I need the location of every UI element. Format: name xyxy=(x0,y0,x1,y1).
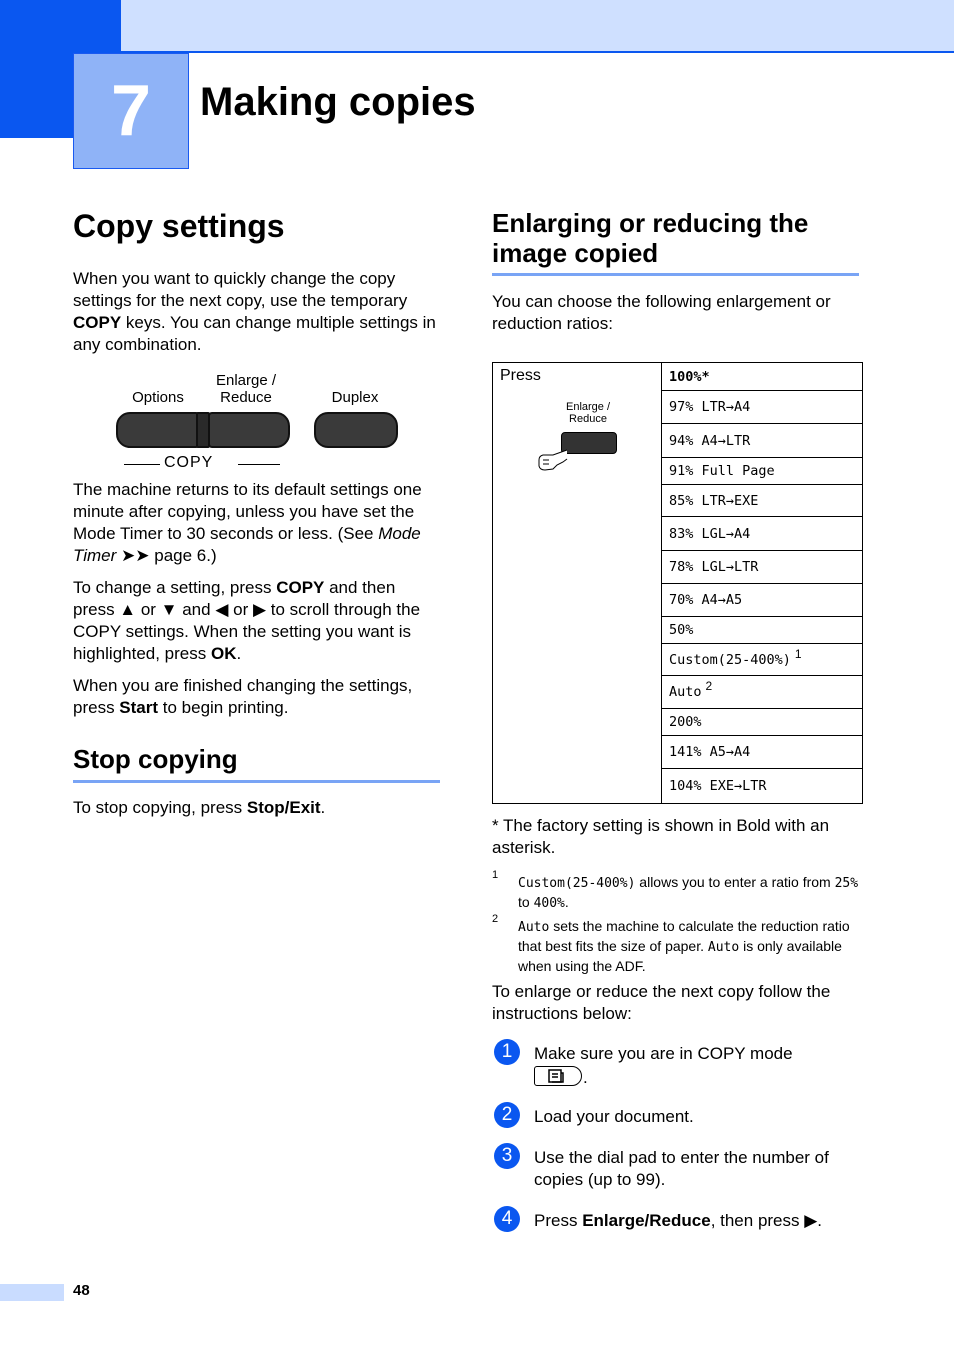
chapter-title: Making copies xyxy=(200,80,476,124)
ratio-row xyxy=(662,676,862,709)
ratio-label: 91% Full Page xyxy=(669,463,775,479)
step-2-number: 2 xyxy=(494,1102,520,1128)
footnote-ref: 2 xyxy=(705,679,713,693)
ratio-label: 70% A4→A5 xyxy=(669,592,743,608)
options-key xyxy=(116,412,200,448)
instructions-intro: To enlarge or reduce the next copy follow the instructions below: xyxy=(492,982,831,1023)
options-label: Options xyxy=(132,389,184,406)
default-settings-paragraph: The machine returns to its default settings one minute after copying, unless you have set the Mode Timer to 30 seconds or less. (See Mode Timer ➤➤ page 6.) xyxy=(73,480,422,565)
step-4-number: 4 xyxy=(494,1206,520,1232)
ratio-label: 100%* xyxy=(669,368,710,385)
copy-icon xyxy=(548,1069,564,1083)
table-press-cell xyxy=(493,363,662,803)
step-3-number: 3 xyxy=(494,1143,520,1169)
ratio-row xyxy=(662,769,862,802)
ratio-label: Custom(25-400%) xyxy=(669,651,791,668)
pointing-hand-icon xyxy=(537,447,571,473)
copy-mode-key-icon xyxy=(534,1066,582,1086)
step-3-text: Use the dial pad to enter the number of copies (up to 99). xyxy=(534,1148,829,1189)
copy-settings-intro: When you want to quickly change the copy settings for the next copy, use the temporary COPY keys. You can change multiple settings in any combination. xyxy=(73,269,436,354)
page-number-bar xyxy=(0,1284,64,1301)
enlarge-reduce-key xyxy=(208,412,290,448)
footnote-ref: 1 xyxy=(794,646,802,661)
page-number: 48 xyxy=(73,1282,90,1299)
enlarge-reduce-button-label: Enlarge / Reduce xyxy=(565,401,611,425)
ratio-row xyxy=(662,709,862,736)
footnote-2: Auto sets the machine to calculate the reduction ratio that best fits the size of paper. Auto is only available when using the ADF. xyxy=(518,918,850,974)
change-setting-paragraph: To change a setting, press COPY and then press ▲ or ▼ and ◀ or ▶ to scroll through the COPY settings. When the setting you want is highlighted, press OK. xyxy=(73,578,421,663)
footnote-2-marker: 2 xyxy=(492,913,499,925)
ratio-row xyxy=(662,391,862,424)
ratio-row xyxy=(662,617,862,644)
stop-copying-heading: Stop copying xyxy=(73,744,238,774)
ratio-row xyxy=(662,584,862,617)
header-band xyxy=(121,0,954,53)
factory-note: * The factory setting is shown in Bold with an asterisk. xyxy=(492,816,830,857)
ratio-table xyxy=(492,362,863,804)
footnote-1-marker: 1 xyxy=(492,869,499,881)
step-4-text: Press Enlarge/Reduce, then press ▶. xyxy=(534,1211,823,1230)
stop-copying-text: To stop copying, press Stop/Exit. xyxy=(73,798,326,817)
ratio-label: Auto xyxy=(669,684,702,700)
ratio-row xyxy=(662,458,862,485)
ratio-row xyxy=(662,736,862,769)
step-1-text: Make sure you are in COPY mode xyxy=(534,1044,793,1063)
copy-keypad-illustration xyxy=(112,368,408,472)
duplex-key xyxy=(314,412,398,448)
ratio-label: 94% A4→LTR xyxy=(669,432,751,449)
enlarge-intro: You can choose the following enlargement or reduction ratios: xyxy=(492,292,831,333)
ratio-row xyxy=(662,551,862,584)
ratio-row xyxy=(662,363,862,391)
press-label: Press xyxy=(500,367,541,384)
copy-group-label: COPY xyxy=(164,454,214,471)
enlarge-reduce-label: Enlarge / Reduce xyxy=(215,372,277,406)
ratio-label: 83% LGL→A4 xyxy=(669,525,751,542)
enlarge-heading: Enlarging or reducing the image copied xyxy=(492,208,809,268)
chapter-number: 7 xyxy=(110,71,152,151)
ratio-row xyxy=(662,644,862,676)
ratio-label: 78% LGL→LTR xyxy=(669,559,759,575)
ratio-label: 50% xyxy=(669,622,694,638)
ratio-label: 200% xyxy=(669,714,702,730)
copy-settings-heading: Copy settings xyxy=(73,208,285,244)
ratio-row xyxy=(662,485,862,517)
duplex-label: Duplex xyxy=(331,389,379,406)
ratio-label: 97% LTR→A4 xyxy=(669,399,751,415)
copy-group-line-left xyxy=(124,464,160,465)
step-1-period: . xyxy=(583,1068,588,1087)
ratio-row xyxy=(662,424,862,458)
step-2-text: Load your document. xyxy=(534,1107,694,1126)
copy-group-line-right xyxy=(238,464,280,465)
ratio-label: 85% LTR→EXE xyxy=(669,492,759,509)
step-1-number: 1 xyxy=(494,1039,520,1065)
ratio-row xyxy=(662,517,862,551)
ratio-label: 141% A5→A4 xyxy=(669,744,751,760)
ratio-label: 104% EXE→LTR xyxy=(669,777,767,794)
stop-copying-rule xyxy=(73,780,440,783)
enlarge-heading-rule xyxy=(492,273,859,276)
finished-paragraph: When you are finished changing the settings, press Start to begin printing. xyxy=(73,676,413,717)
chapter-number-box xyxy=(73,53,189,169)
footnote-1: Custom(25-400%) allows you to enter a ratio from 25% to 400%. xyxy=(518,874,859,911)
